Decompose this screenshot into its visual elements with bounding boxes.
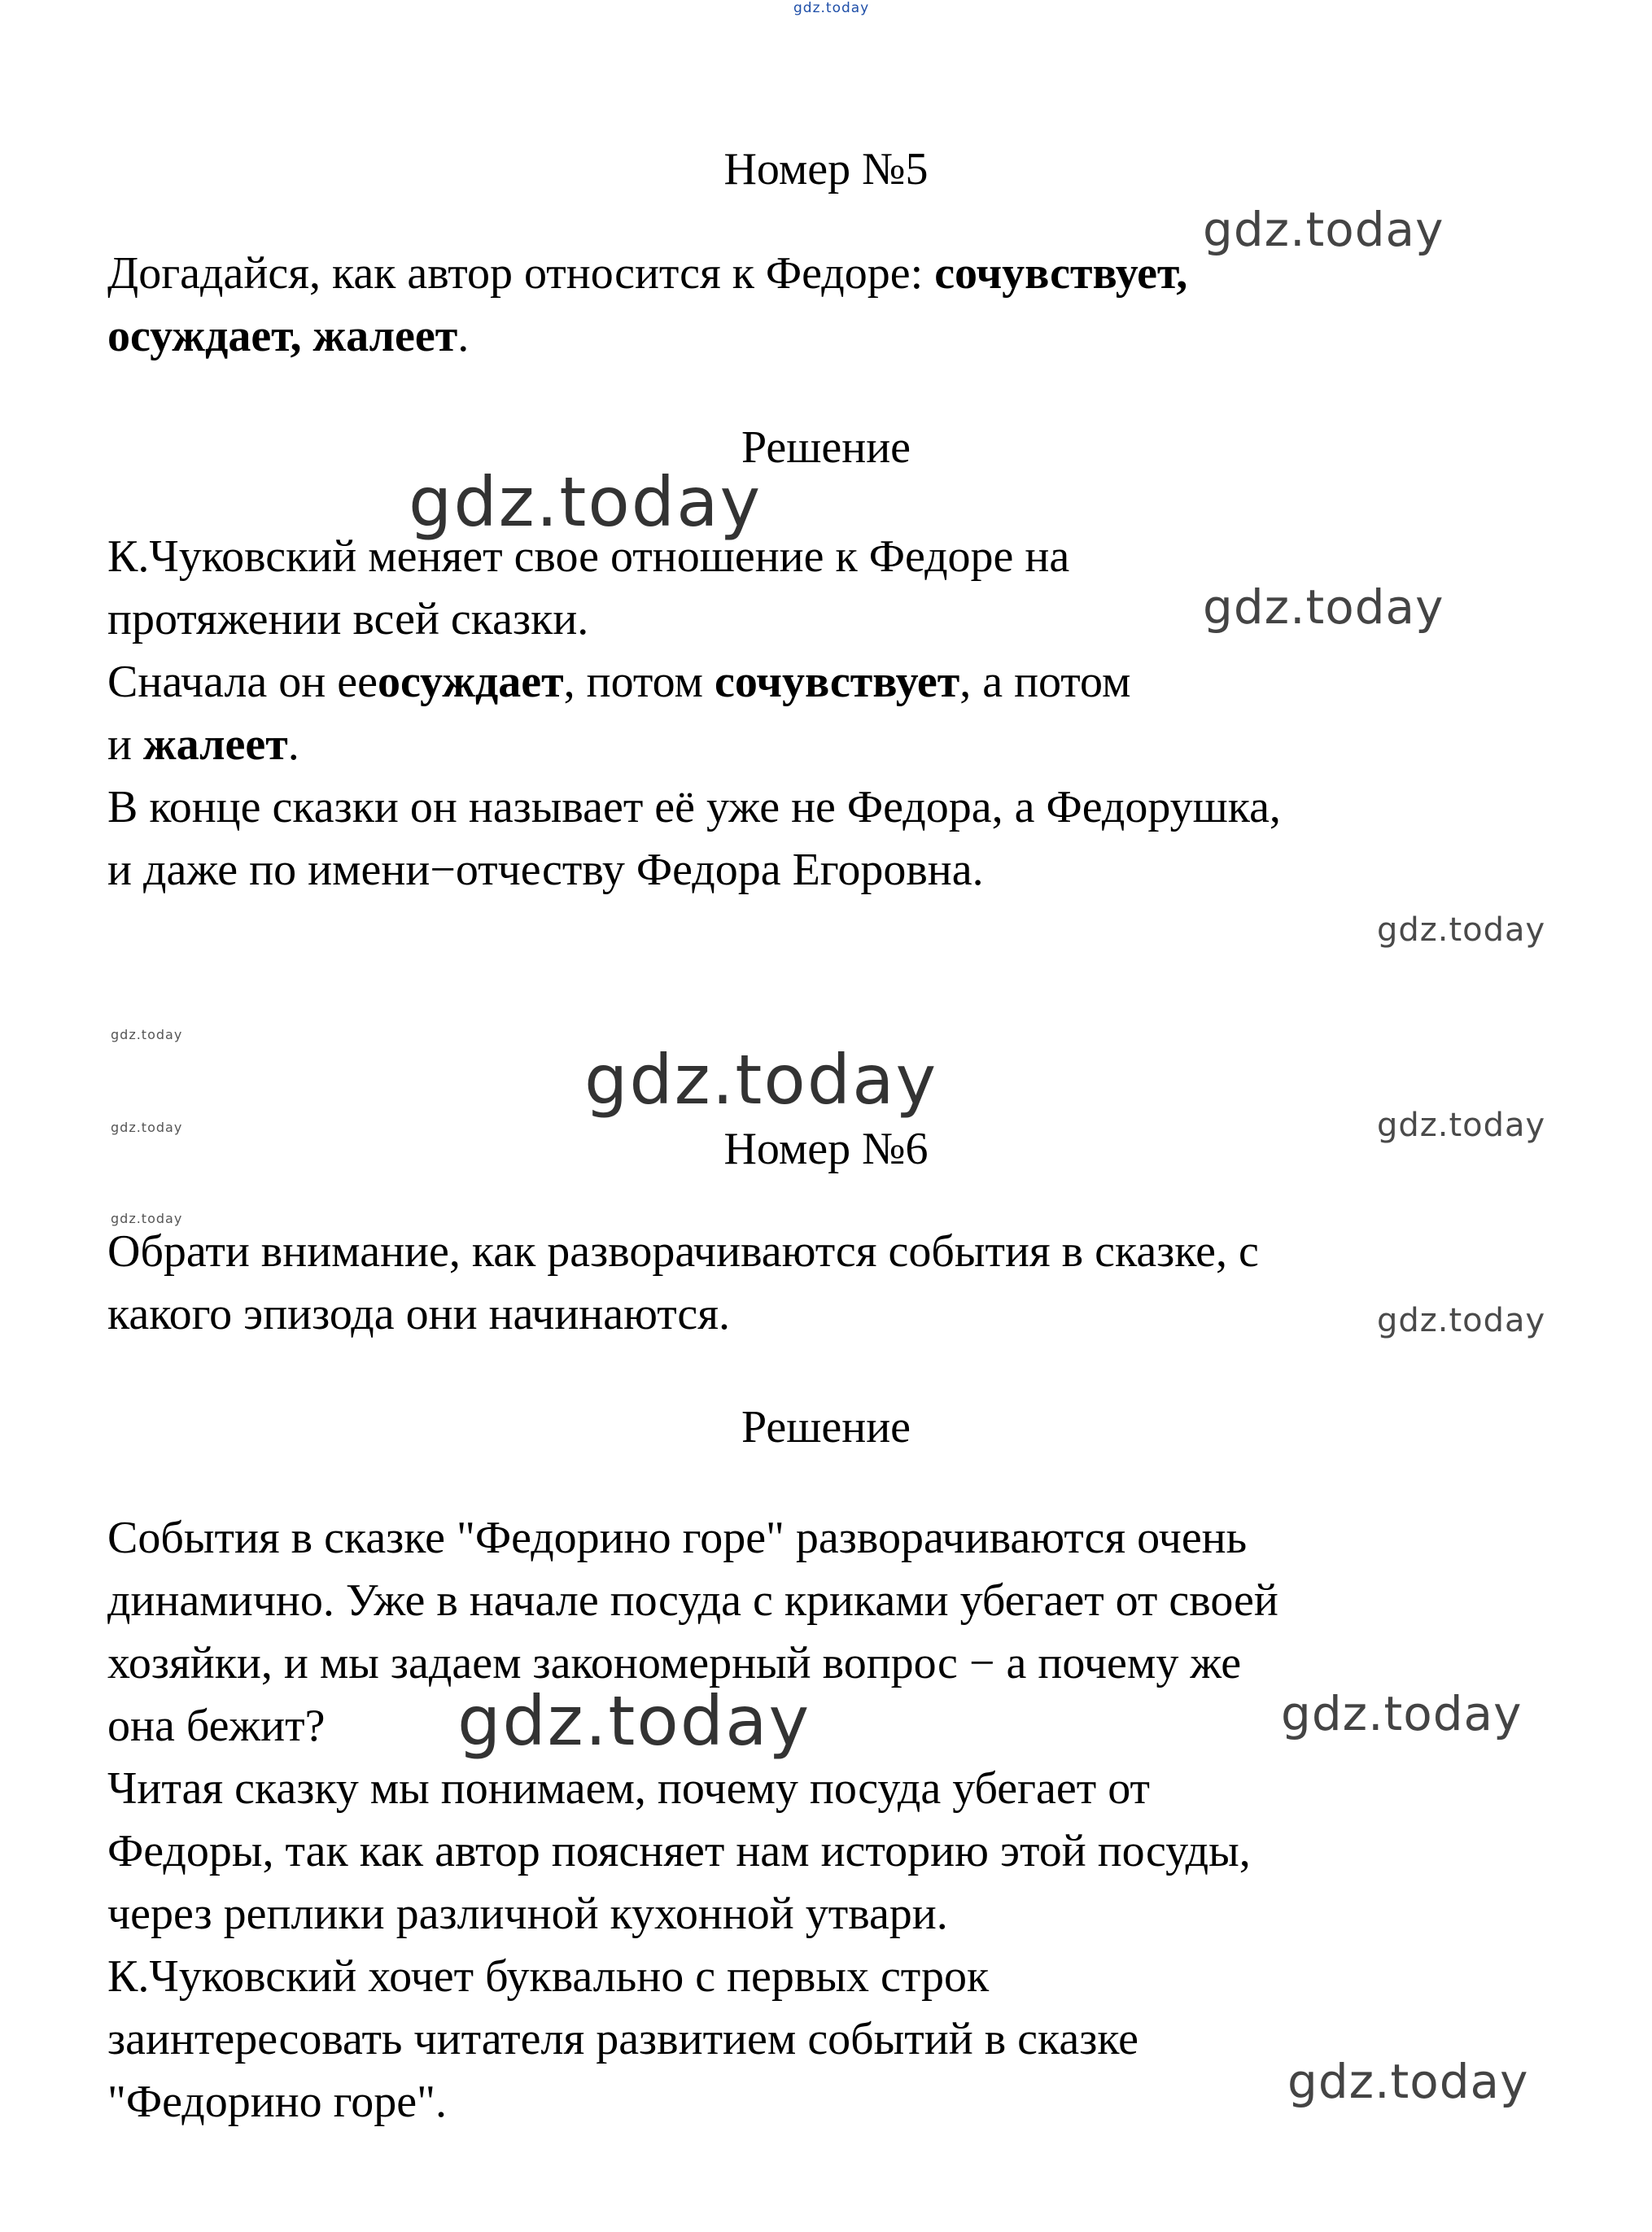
watermark-tiny: gdz.today <box>111 1120 183 1135</box>
watermark-small: gdz.today <box>1377 911 1546 949</box>
task5-answer-line: и жалеет. <box>107 719 299 770</box>
task5-question-line1: Догадайся, как автор относится к Федоре: сочувствует, <box>107 248 1188 299</box>
task5-answer <box>107 526 1589 902</box>
watermark: gdz.today <box>1287 2054 1529 2109</box>
watermark-tiny: gdz.today <box>111 1027 183 1042</box>
watermark: gdz.today <box>1203 579 1444 635</box>
task5-question-line2: осуждает, жалеет. <box>107 311 470 361</box>
watermark-large: gdz.today <box>457 1681 811 1761</box>
task6-answer-line: через реплики различной кухонной утвари. <box>107 1889 948 1939</box>
task6-answer-line: заинтересовать читателя развитием событий в сказке <box>107 2014 1138 2064</box>
task6-heading: Номер №6 <box>723 1124 929 1174</box>
task6-question-line: какого эпизода они начинаются. <box>107 1289 730 1339</box>
task5-answer-line: и даже по имени−отчеству Федора Егоровна. <box>107 845 984 895</box>
task5-heading: Номер №5 <box>723 144 929 194</box>
watermark-large: gdz.today <box>409 462 763 542</box>
task6-question <box>107 1221 1589 1346</box>
watermark-tiny: gdz.today <box>111 1211 183 1226</box>
task6-question-line: Обрати внимание, как разворачиваются события в сказке, с <box>107 1226 1259 1277</box>
watermark: gdz.today <box>1281 1686 1523 1741</box>
watermark-large: gdz.today <box>584 1040 938 1120</box>
watermark-small: gdz.today <box>1377 1107 1546 1144</box>
watermark-top: gdz.today <box>793 0 870 16</box>
task5-answer-line: В конце сказки он называет её уже не Федора, а Федорушка, <box>107 782 1281 832</box>
task6-solution-heading: Решение <box>741 1402 911 1452</box>
task6-answer-line: К.Чуковский хочет буквально с первых строк <box>107 1951 990 2002</box>
task6-answer-line: динамично. Уже в начале посуда с криками убегает от своей <box>107 1575 1278 1626</box>
task5-answer-line: Сначала он ееосуждает, потом сочувствует, а потом <box>107 657 1131 707</box>
task5-solution-heading: Решение <box>741 422 911 473</box>
task5-question <box>107 242 1589 368</box>
task5-answer-line: К.Чуковский меняет свое отношение к Федоре на <box>107 531 1070 582</box>
watermark: gdz.today <box>1203 202 1444 257</box>
task5-answer-line: протяжении всей сказки. <box>107 594 589 644</box>
task6-answer-line: Федоры, так как автор поясняет нам историю этой посуды, <box>107 1826 1251 1876</box>
task6-answer-line: "Федорино горе". <box>107 2077 447 2127</box>
task6-answer-line: она бежит? <box>107 1701 326 1751</box>
task6-answer-line: Читая сказку мы понимаем, почему посуда убегает от <box>107 1763 1150 1814</box>
task6-answer-line: хозяйки, и мы задаем закономерный вопрос − а почему же <box>107 1638 1242 1688</box>
watermark-small: gdz.today <box>1377 1302 1546 1339</box>
task6-answer <box>107 1507 1589 2134</box>
task6-answer-line: События в сказке "Федорино горе" разворачиваются очень <box>107 1513 1248 1563</box>
